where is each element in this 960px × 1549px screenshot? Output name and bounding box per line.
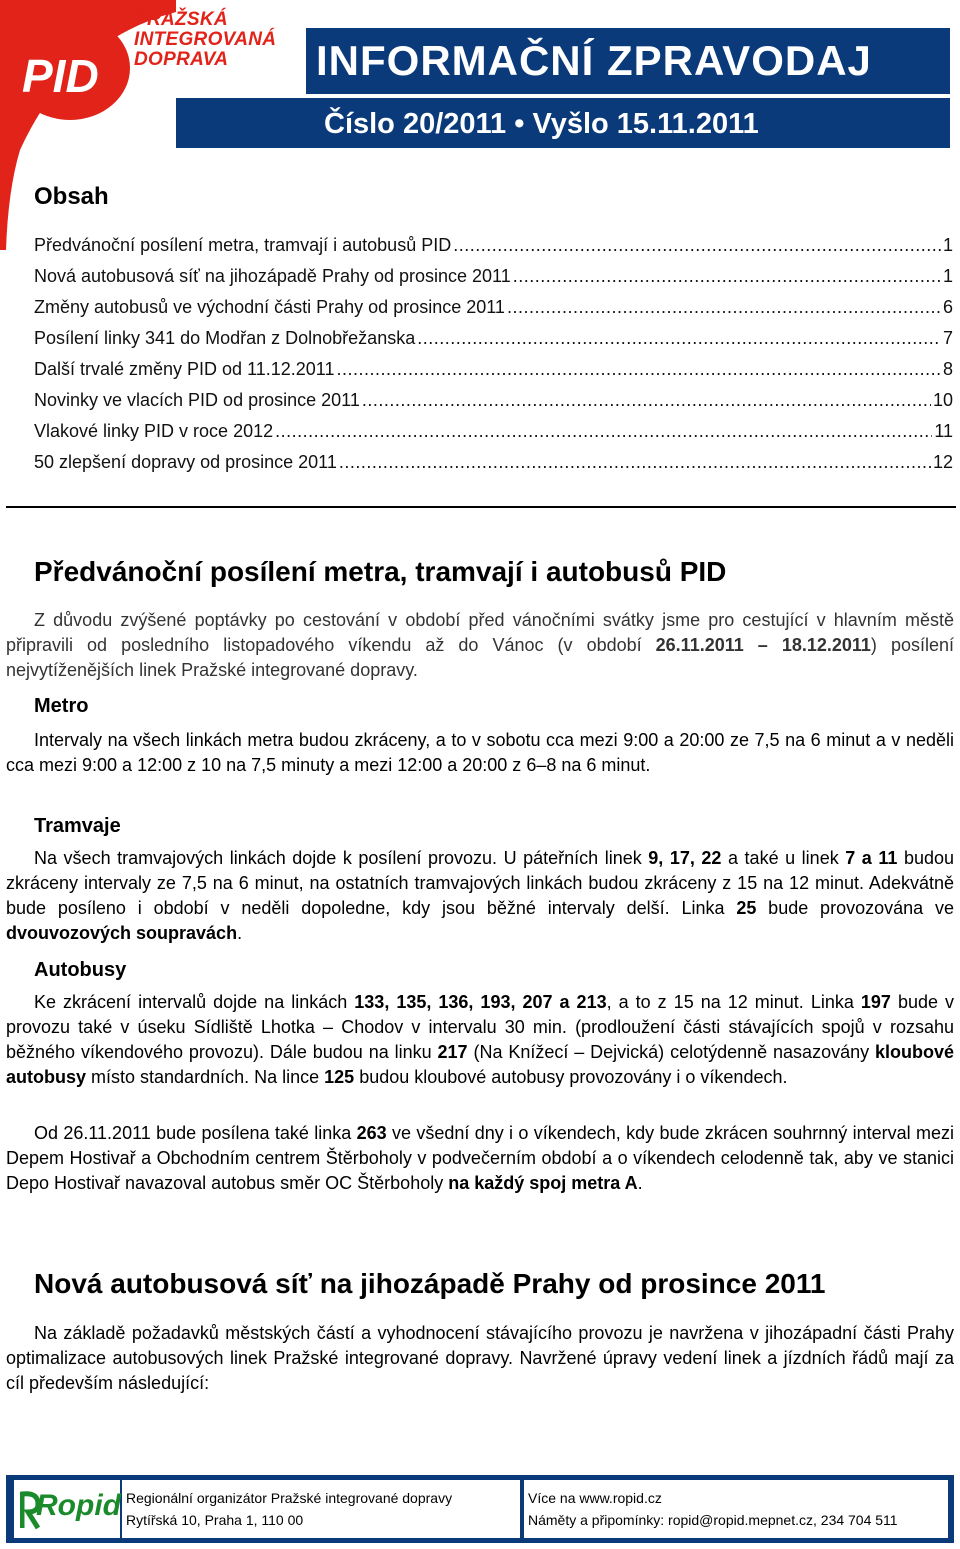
toc-entry[interactable] (34, 416, 953, 447)
footer-address: Rytířská 10, Praha 1, 110 00 (126, 1512, 304, 1528)
footer-contact (524, 1480, 948, 1538)
tram-text: Na všech tramvajových linkách dojde k posílení provozu. U páteřních linek 9, 17, 22 a také u linek 7 a 11 budou zkráceny intervaly ze 7,5 na 6 minut, na ostatních tramvajových linkách budou zkráceny z 15 na 12 minut. Adekvátně bude posíleno i období v neděli dopoledne, kdy jsou běžné intervaly delší. Linka 25 bude provozována ve dvouvozových soupravách. (6, 848, 955, 943)
brand-line: DOPRAVA (134, 49, 229, 70)
toc-label: Předvánoční posílení metra, tramvají i autobusů PID (34, 235, 452, 255)
toc-leader (513, 261, 941, 292)
toc-label: 50 zlepšení dopravy od prosince 2011 (34, 452, 337, 472)
brand-line: INTEGROVANÁ (134, 29, 277, 50)
toc-entry[interactable] (34, 261, 953, 292)
brand-line: PRAŽSKÁ (134, 9, 228, 30)
toc-page: 10 (932, 390, 953, 410)
metro-heading: Metro (34, 695, 89, 717)
footer-website-link[interactable]: Více na www.ropid.cz (528, 1490, 662, 1506)
toc-leader (337, 354, 941, 385)
toc-page: 8 (942, 359, 953, 379)
toc-entry[interactable] (34, 447, 953, 478)
tram-heading: Tramvaje (34, 815, 121, 837)
toc-entry[interactable] (34, 292, 953, 323)
toc-label: Změny autobusů ve východní části Prahy od prosince 2011 (34, 297, 505, 317)
toc-label: Novinky ve vlacích PID od prosince 2011 (34, 390, 360, 410)
brand-name (134, 10, 276, 70)
toc-label: Posílení linky 341 do Modřan z Dolnobřežanska (34, 328, 416, 348)
toc-entry[interactable] (34, 385, 953, 416)
toc-page: 11 (934, 421, 953, 441)
issue-banner (176, 98, 950, 148)
ropid-logo (14, 1480, 120, 1538)
toc-page: 7 (942, 328, 953, 348)
title-banner (306, 28, 950, 94)
toc-entry[interactable] (34, 230, 953, 261)
metro-text: Intervaly na všech linkách metra budou zkráceny, a to v sobotu cca mezi 9:00 a 20:00 ze 7,5 na 6 minut a v neděli cca mezi 9:00 a 12:00 z 10 na 7,5 minuty a mezi 12:00 a 20:00 z 6–8 na 6 minut. (6, 730, 954, 775)
toc-label: Další trvalé změny PID od 11.12.2011 (34, 359, 335, 379)
toc-leader (362, 385, 931, 416)
toc-label: Vlakové linky PID v roce 2012 (34, 421, 274, 441)
section2-text: Na základě požadavků městských částí a vyhodnocení stávajícího provozu je navržena v jihozápadní části Prahy optimalizace autobusových linek Pražské integrované dopravy. Navržené úpravy vedení linek a jízdních řádů mají za cíl především následující: (6, 1323, 954, 1393)
section-title-christmas: Předvánoční posílení metra, tramvají i autobusů PID (34, 556, 727, 587)
footer-organizer (122, 1480, 520, 1538)
toc-leader (417, 323, 941, 354)
toc-page: 6 (942, 297, 953, 317)
footer-org-name: Regionální organizátor Pražské integrované dopravy (126, 1490, 453, 1506)
toc-page: 1 (942, 235, 953, 255)
toc-page: 1 (942, 266, 953, 286)
footer (6, 1475, 954, 1543)
table-of-contents (34, 230, 953, 478)
toc-leader (339, 447, 931, 478)
contents-title: Obsah (34, 183, 109, 210)
bus-text: Ke zkrácení intervalů dojde na linkách 133, 135, 136, 193, 207 a 213, a to z 15 na 12 minut. Linka 197 bude v provozu také v úseku Sídliště Lhotka – Chodov v intervalu 30 min. (prodloužení části stávajících spojů v rozsahu běžného víkendového provozu). Dále budou na linku 217 (Na Knížecí – Dejvická) celotýdenně nasazovány kloubové autobusy místo standardních. Na lince 125 budou kloubové autobusy provozovány i o víkendech. (6, 992, 955, 1087)
issue-line: Číslo 20/2011 • Vyšlo 15.11.2011 (324, 108, 759, 140)
bus-heading: Autobusy (34, 959, 127, 981)
divider (6, 506, 956, 508)
ropid-logo-text: Ropid (36, 1489, 121, 1522)
toc-leader (275, 416, 932, 447)
bus-text-263: Od 26.11.2011 bude posílena také linka 263 ve všední dny i o víkendech, kdy bude zkrácen souhrnný interval mezi Depem Hostivař a Obchodním centrem Štěrboholy v podvečerním období a o víkendech celodenně tak, aby ve stanici Depo Hostivař navazoval autobus směr OC Štěrboholy na každý spoj metra A. (6, 1123, 954, 1193)
section1-intro: Z důvodu zvýšené poptávky po cestování v období před vánočními svátky jsme pro cestující v hlavním městě připravili od posledního listopadového víkendu až do Vánoc (v období 26.11.2011 – 18.12.2011) posílení nejvytíženějších linek Pražské integrované dopravy. (6, 610, 954, 680)
toc-leader (453, 230, 941, 261)
footer-contact-line[interactable]: Náměty a připomínky: ropid@ropid.mepnet.cz, 234 704 511 (528, 1512, 898, 1528)
toc-label: Nová autobusová síť na jihozápadě Prahy od prosince 2011 (34, 266, 511, 286)
newsletter-title: INFORMAČNÍ ZPRAVODAJ (316, 37, 872, 84)
section-title-southwest: Nová autobusová síť na jihozápadě Prahy od prosince 2011 (34, 1268, 826, 1299)
toc-entry[interactable] (34, 354, 953, 385)
logo-text: PID (22, 50, 99, 102)
toc-leader (507, 292, 941, 323)
toc-entry[interactable] (34, 323, 953, 354)
toc-page: 12 (932, 452, 953, 472)
